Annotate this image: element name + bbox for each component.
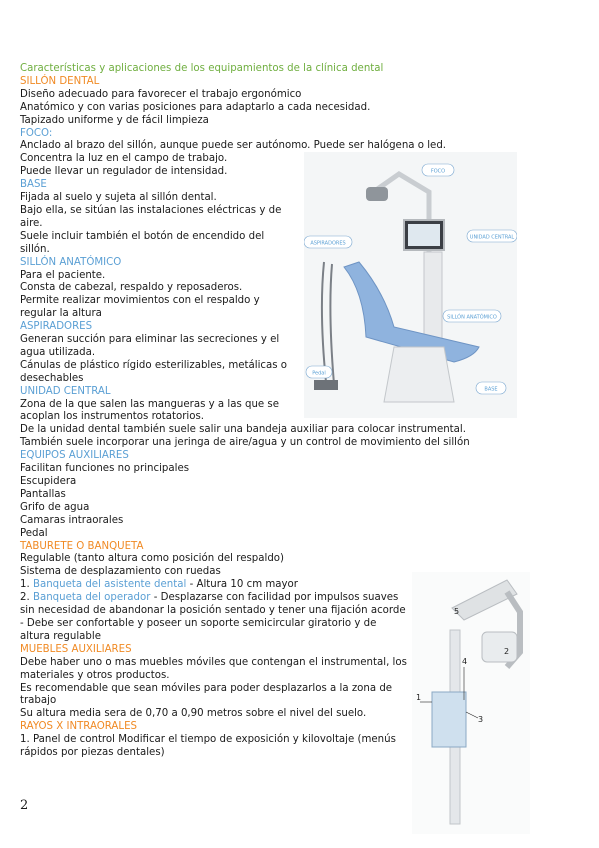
text-line: - Debe ser confortable y poseer un soporte semicircular giratorio y de altura regulable [20,617,377,642]
pedal-shape [314,380,338,390]
heading-base: BASE [20,179,47,191]
xray-label-3: 3 [478,715,484,724]
label-pedal [306,366,332,378]
label-unidad-central [467,230,517,242]
heading-sillon-anatomico: SILLÓN ANATÓMICO [20,256,122,268]
text-line: Bajo ella, se sitúan las instalaciones eléctricas y de aire. [20,204,282,229]
text-line: Su altura media sera de 0,70 a 0,90 metros sobre el nivel del suelo. [20,708,367,720]
dental-chair-figure [304,152,517,418]
heading-sillon-dental: SILLÓN DENTAL [20,75,100,87]
text-line: Grifo de agua [20,501,90,513]
link-banqueta-operador[interactable]: Banqueta del operador [32,592,151,604]
text-line: Facilitan funciones no principales [20,463,190,475]
heading-rayos: RAYOS X INTRAORALES [20,721,137,733]
heading-aspiradores: ASPIRADORES [20,321,93,333]
label-sillon-anatomico [443,310,501,322]
chair-base [384,347,454,402]
label-foco [422,164,454,176]
svg-text:UNIDAD CENTRAL: UNIDAD CENTRAL [469,234,515,241]
text-line: Sistema de desplazamiento con ruedas [20,566,221,578]
text-line: Fijada al suelo y sujeta al sillón dental. [20,192,217,204]
xray-figure [412,572,530,834]
link-banqueta-asistente[interactable]: Banqueta del asistente dental [32,579,187,591]
text-line: 1. Panel de control Modificar el tiempo de exposición y kilovoltaje (menús rápidos por piezas dentales) [20,734,396,759]
text-line: También suele incorporar una jeringa de aire/agua y un control de movimiento del sillón [20,437,470,449]
xray-label-5: 5 [454,607,460,616]
svg-text:Pedal: Pedal [312,370,326,377]
text-line: Debe haber uno o mas muebles móviles que contengan el instrumental, los materiales y otros productos. [20,656,407,681]
text-line: Es recomendable que sean móviles para poder desplazarlos a la zona de trabajo [20,682,393,707]
svg-text:FOCO: FOCO [430,168,446,175]
text-line: De la unidad dental también suele salir una bandeja auxiliar para colocar instrumental. [20,424,466,436]
text-line: Suele incluir también el botón de encendido del sillón. [20,230,265,255]
xray-head [482,632,517,662]
label-base [476,382,506,394]
list-text: - Desplazarse con facilidad por impulsos suaves sin necesidad de abandonar la posición sentado y tener una fijación acorde [20,592,406,617]
heading-equipos-auxiliares: EQUIPOS AUXILIARES [20,450,129,462]
list-text: - Altura 10 cm mayor [189,579,298,591]
text-line: Diseño adecuado para favorecer el trabajo ergonómico [20,88,302,100]
text-line: Anatómico y con varias posiciones para adaptarlo a cada necesidad. [20,101,371,113]
list-number: 2. [20,592,30,604]
text-line: Cánulas de plástico rígido esterilizables, metálicas o desechables [20,359,288,384]
svg-text:ASPIRADORES: ASPIRADORES [310,240,346,247]
monitor-screen [408,224,440,246]
text-line: Concentra la luz en el campo de trabajo. [20,153,228,165]
text-line: Tapizado uniforme y de fácil limpieza [20,114,209,126]
heading-unidad-central: UNIDAD CENTRAL [20,385,111,397]
text-line: Generan succión para eliminar las secreciones y el agua utilizada. [20,334,280,358]
heading-foco: FOCO: [20,127,53,139]
text-line: Escupidera [20,476,77,487]
text-line: Para el paciente. [20,269,106,281]
lamp-head [366,187,388,201]
text-line: Permite realizar movimientos con el respaldo y regular la altura [20,295,260,320]
text-line: Consta de cabezal, respaldo y reposaderos. [20,282,243,294]
text-line: Puede llevar un regulador de intensidad. [20,166,228,178]
list-number: 1. [20,579,30,591]
page-number: 2 [20,798,29,813]
list-item [20,592,410,618]
text-line: Pantallas [20,488,66,500]
text-line: Pedal [20,527,48,539]
svg-text:BASE: BASE [484,386,498,393]
heading-muebles: MUEBLES AUXILIARES [20,643,132,655]
list-item [20,579,480,592]
xray-label-4: 4 [462,657,468,666]
text-line: Regulable (tanto altura como posición del respaldo) [20,553,284,565]
text-line: Anclado al brazo del sillón, aunque puede ser autónomo. Puede ser halógena o led. [20,140,447,152]
heading-taburete: TABURETE O BANQUETA [20,540,144,552]
xray-label-2: 2 [504,647,510,656]
page-title: Características y aplicaciones de los equipamientos de la clínica dental [20,63,384,74]
xray-label-1: 1 [416,693,422,702]
control-panel [432,692,466,747]
text-line: Camaras intraorales [20,514,124,526]
svg-text:SILLÓN ANATÓMICO: SILLÓN ANATÓMICO [447,314,497,321]
label-aspiradores [304,236,352,248]
text-line: Zona de la que salen las mangueras y a las que se acoplan los instrumentos rotatorios. [20,398,279,423]
